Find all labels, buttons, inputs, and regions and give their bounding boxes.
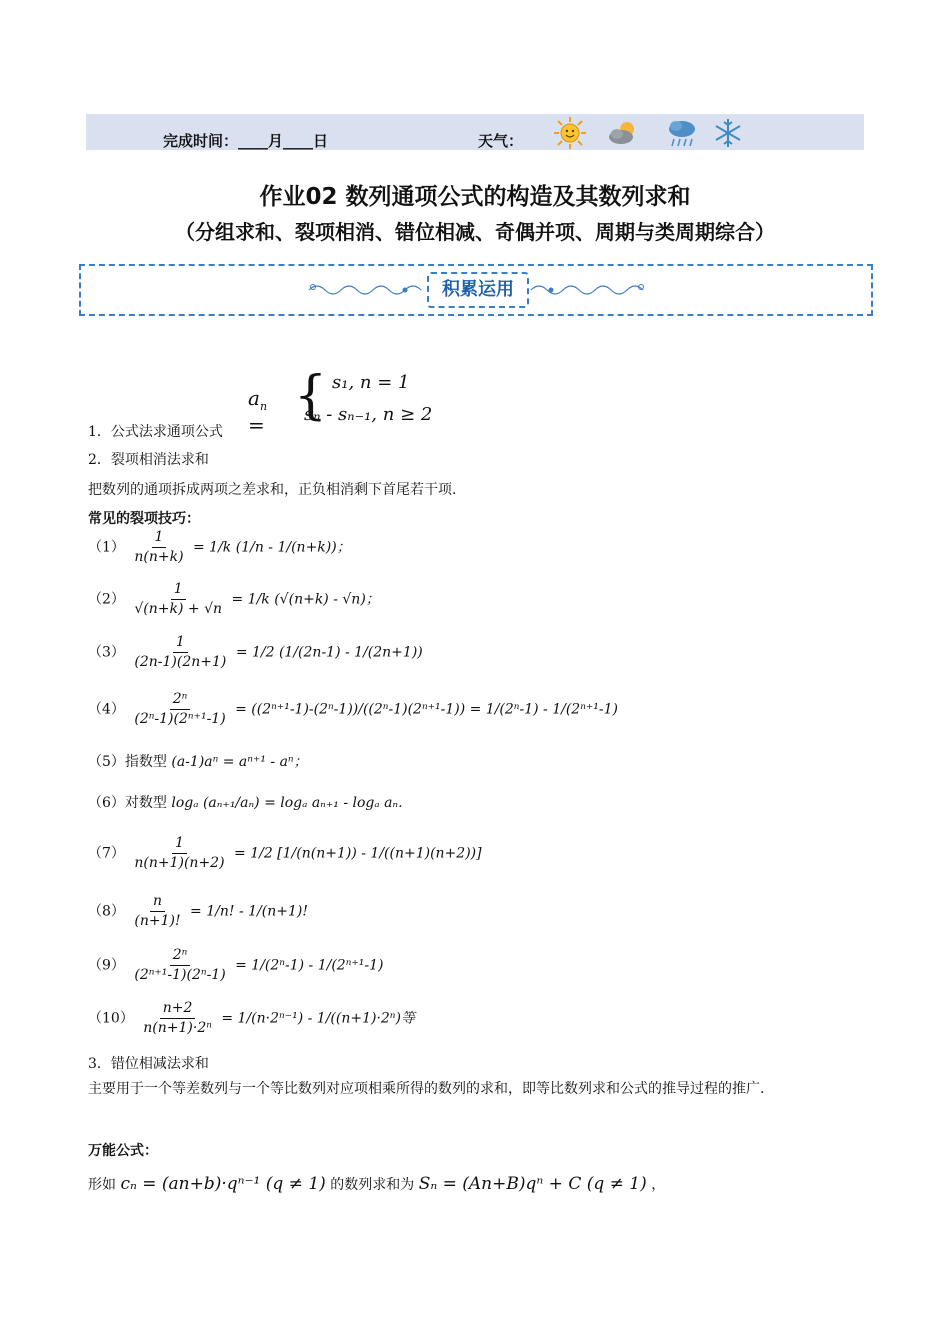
completion-time-label: 完成时间：____月____日 (163, 132, 329, 150)
technique-10: （10） $\frac{n+2}{\text{n(n+1)·2ⁿ}}$ = 1/(n·2ⁿ⁻¹) - 1/((n+1)·2ⁿ)等 (88, 1000, 415, 1036)
technique-4: （4） $\frac{\text{2ⁿ}}{\text{(2ⁿ-1)(2ⁿ⁺¹-1)}}$ = ((2ⁿ⁺¹-1)-(2ⁿ-1))/((2ⁿ-1)(2ⁿ⁺¹-1)) = 1/(2ⁿ-1) - 1/(2ⁿ⁺¹-1) (88, 691, 618, 727)
banner-label: 积累运用 (427, 272, 529, 308)
snowflake-icon (711, 116, 745, 150)
universal-formula-line: 形如 cₙ = (an+b)·qⁿ⁻¹ (q ≠ 1) 的数列求和为 Sₙ = (An+B)qⁿ + C (q ≠ 1) ， (88, 1174, 666, 1194)
right-wave-ornament (529, 280, 647, 300)
technique-2: （2） $\frac{1}{√(n+k) + √n}$ = 1/k (√(n+k) - √n)； (88, 581, 380, 617)
header-band (86, 114, 864, 150)
technique-9: （9） $\frac{\text{2ⁿ}}{\text{(2ⁿ⁺¹-1)(2ⁿ-1)}}$ = 1/(2ⁿ-1) - 1/(2ⁿ⁺¹-1) (88, 947, 384, 983)
section-3-description: 主要用于一个等差数列与一个等比数列对应项相乘所得的数列的求和，即等比数列求和公式的推导过程的推广. (88, 1081, 765, 1097)
partly-cloudy-icon (606, 116, 640, 150)
page-title: 作业02 数列通项公式的构造及其数列求和 (259, 184, 691, 210)
page-subtitle: （分组求和、裂项相消、错位相减、奇偶并项、周期与类周期综合） (175, 220, 775, 244)
section-1-heading: 1．公式法求通项公式 (88, 424, 223, 440)
technique-1: （1） $\frac{1}{n(n+k)}$ = 1/k (1/n - 1/(n+k))； (88, 529, 351, 565)
rain-icon (665, 116, 699, 150)
sun-icon (553, 116, 587, 150)
technique-7: （7） $\frac{1}{n(n+1)(n+2)}$ = 1/2 [1/(n(n+1)) - 1/((n+1)(n+2))] (88, 835, 482, 871)
section-banner (79, 264, 873, 316)
left-wave-ornament (307, 280, 425, 300)
technique-5: （5）指数型 (a-1)aⁿ = aⁿ⁺¹ - aⁿ； (88, 754, 308, 770)
universal-formula-heading: 万能公式： (88, 1143, 158, 1159)
weather-label: 天气： (478, 132, 524, 150)
section-3-heading: 3．错位相减法求和 (88, 1056, 209, 1072)
technique-3: （3） $\frac{1}{(2n-1)(2n+1)}$ = 1/2 (1/(2n-1) - 1/(2n+1)) (88, 634, 423, 670)
split-techniques-heading: 常见的裂项技巧： (88, 511, 200, 527)
section-2-description: 把数列的通项拆成两项之差求和，正负相消剩下首尾若干项. (88, 482, 457, 498)
technique-8: （8） $\frac{n}{(n+1)!}$ = 1/n! - 1/(n+1)! (88, 893, 308, 929)
technique-6: （6）对数型 logₐ (aₙ₊₁/aₙ) = logₐ aₙ₊₁ - logₐ aₙ. (88, 795, 403, 811)
section-2-heading: 2．裂项相消法求和 (88, 452, 209, 468)
